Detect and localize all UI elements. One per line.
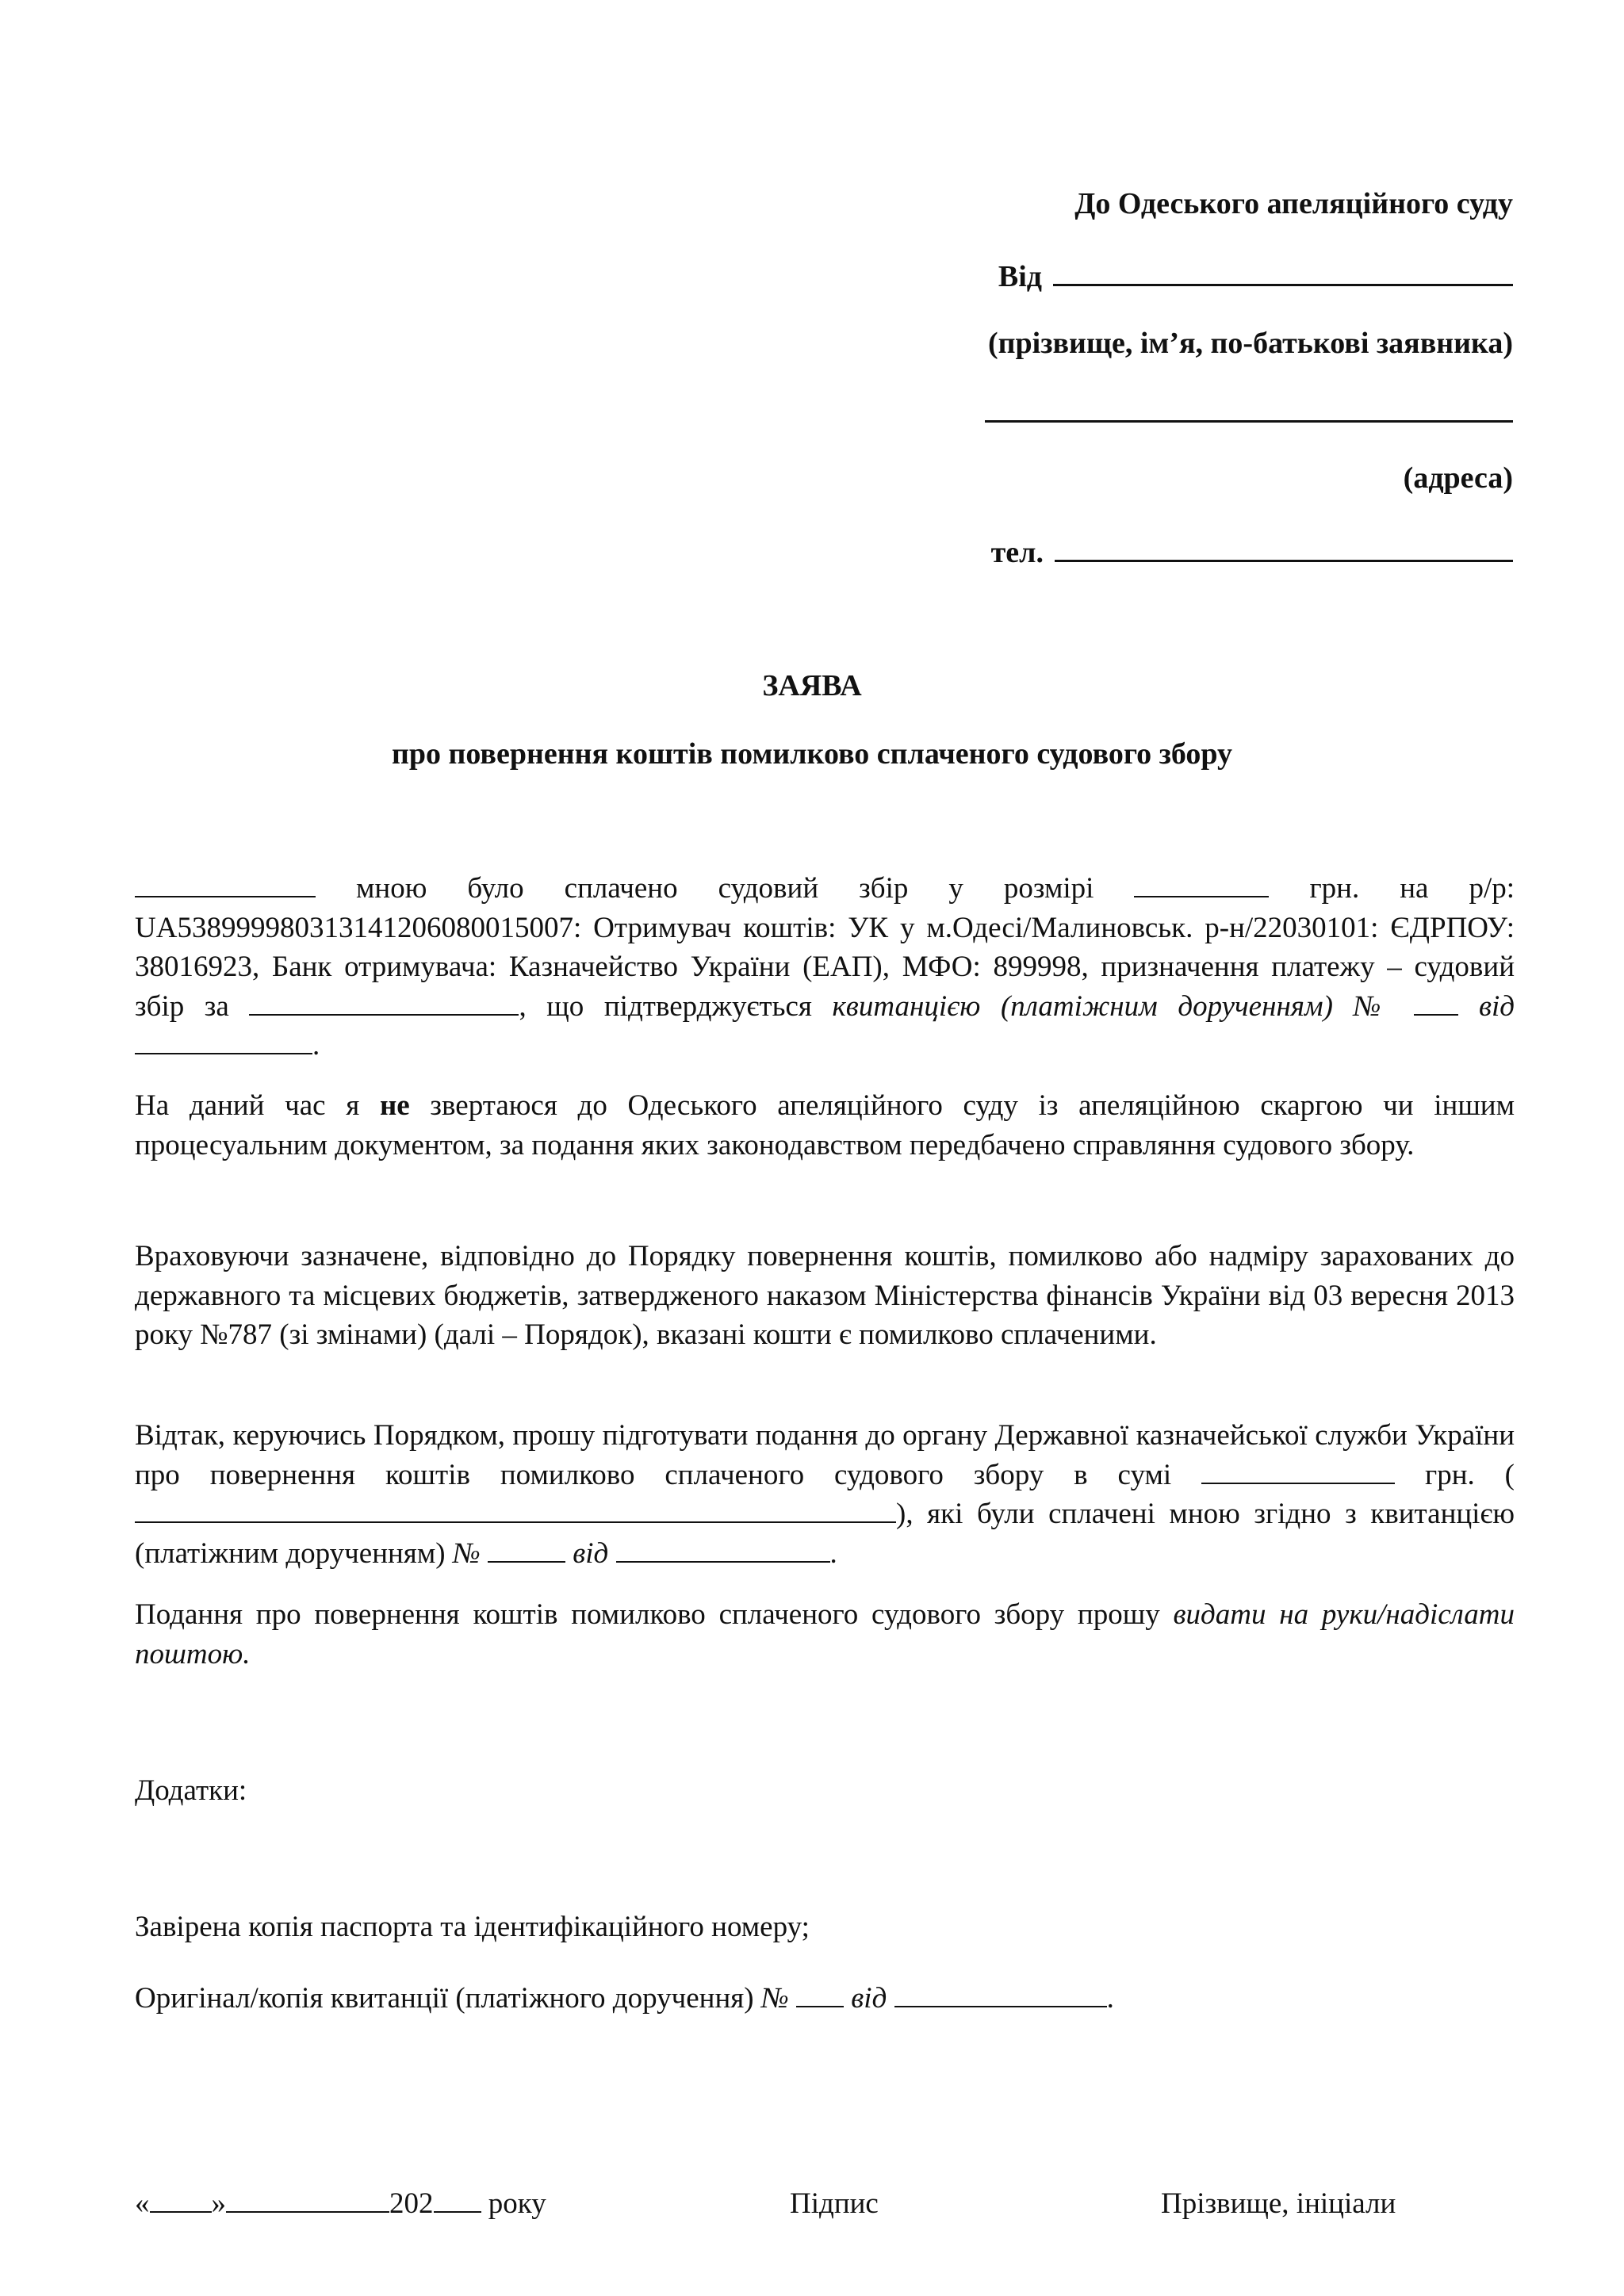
address-hint-line [1404,458,1513,498]
addressee-line [1074,184,1513,224]
payment-purpose-blank[interactable] [249,987,519,1016]
date-year-suffix: року [488,2187,546,2220]
attachment-date-blank[interactable] [894,1979,1107,2007]
request-text-1: Відтак, керуючись Порядком, прошу підготувати подання до органу Державної казначейської служби України про повернення коштів помилково сплаченого судового збору в сумі [135,1419,1515,1491]
attachment-item-passport: Завірена копія паспорта та ідентифікаційного номеру; [135,1911,810,1943]
surname-initials-label: Прізвище, ініціали [1161,2187,1396,2220]
phone-line [991,531,1513,572]
address-blank-line [985,392,1513,433]
addressee-court: До Одеського апеляційного суду [1074,187,1513,220]
refund-amount-words-blank[interactable] [135,1494,896,1523]
no-appeal-bold: не [379,1089,410,1122]
signature-date [135,2184,546,2224]
paragraph-no-appeal [135,1086,1515,1165]
name-hint: (прізвище, ім’я, по-батькові заявника) [988,327,1513,360]
request-number-blank[interactable] [488,1534,565,1563]
date-year-prefix: 202 [389,2187,434,2220]
document-subtitle: про повернення коштів помилково сплаченого судового збору [391,737,1233,771]
reasoning-text: Враховуючи зазначене, відповідно до Порядку повернення коштів, помилково або надміру зарахованих до державного та місцевих бюджетів, затвердженого наказом Міністерства фінансів України від 03 вересня 2013 року №787 (зі змінами) (далі – Порядок), вказані кошти є помилково сплаченими. [135,1240,1515,1351]
address-hint: (адреса) [1403,461,1513,495]
delivery-text: Подання про повернення коштів помилково сплаченого судового збору прошу [135,1598,1160,1631]
request-text-3: ), які були сплачені мною згідно з квитанцією (платіжним дорученням) [135,1498,1515,1570]
no-appeal-text-1: На даний час я [135,1089,360,1122]
receipt-date-label: від [1478,989,1515,1023]
attachments-label: Додатки: [135,1774,247,1807]
attachment-date-label: від [851,1982,887,2015]
refund-amount-blank[interactable] [1201,1456,1395,1484]
attachment-number-blank[interactable] [796,1979,844,2007]
receipt-number-label: квитанцією (платіжним дорученням) № [832,989,1394,1023]
payment-text-1: мною було сплачено судовий збір у розмірі [356,872,1094,905]
phone-label: тел. [990,536,1044,569]
name-hint-line [988,323,1513,363]
date-year-blank[interactable] [434,2184,481,2213]
request-number-label: № [452,1536,481,1570]
attachment-item-receipt [135,1979,1114,2019]
attachment-receipt-end: . [1106,1982,1114,2015]
from-name-blank[interactable] [1053,255,1513,286]
request-date-label: від [573,1536,609,1570]
address-blank[interactable] [985,392,1513,423]
payment-text-2: грн. на р/р: UA538999980313141206080015007: Отримувач коштів: УК у м.Одесі/Малиновськ. р-н/22030101: ЄДРПОУ: 38016923, Банк отримувача: Казначейство України (ЕАП), МФО: 899998, призначення платежу – судовий збір за [135,872,1515,1023]
phone-blank[interactable] [1055,531,1513,562]
signature-label: Підпис [790,2187,879,2220]
receipt-date-blank[interactable] [135,1026,312,1054]
request-text-2: грн. ( [1425,1458,1515,1491]
payment-amount-blank[interactable] [1134,869,1269,897]
document-title: ЗАЯВА [762,669,862,702]
attachment-number-label: № [760,1982,789,2015]
receipt-number-blank[interactable] [1414,987,1458,1016]
attachment-receipt-text: Оригінал/копія квитанції (платіжного доручення) [135,1982,754,2015]
payment-text-3: , що підтверджується [519,989,812,1023]
paragraph-request [135,1416,1515,1573]
no-appeal-text-2: звертаюся до Одеського апеляційного суду із апеляційною скаргою чи іншим процесуальним документом, за подання яких законодавством передбачено справляння судового збору. [135,1089,1515,1161]
from-label: Від [998,260,1042,293]
date-month-blank[interactable] [226,2184,389,2213]
request-text-end: . [829,1536,837,1570]
date-close-quote: » [211,2187,226,2220]
payment-text-end: . [312,1029,320,1062]
delivery-method: видати на руки/надіслати поштою. [135,1598,1515,1670]
payment-date-blank[interactable] [135,869,316,897]
paragraph-delivery [135,1595,1515,1674]
request-date-blank[interactable] [616,1534,830,1563]
paragraph-reasoning [135,1237,1515,1355]
date-open-quote: « [135,2187,150,2220]
paragraph-payment [135,869,1515,1066]
from-line [998,255,1513,297]
date-day-blank[interactable] [150,2184,212,2213]
